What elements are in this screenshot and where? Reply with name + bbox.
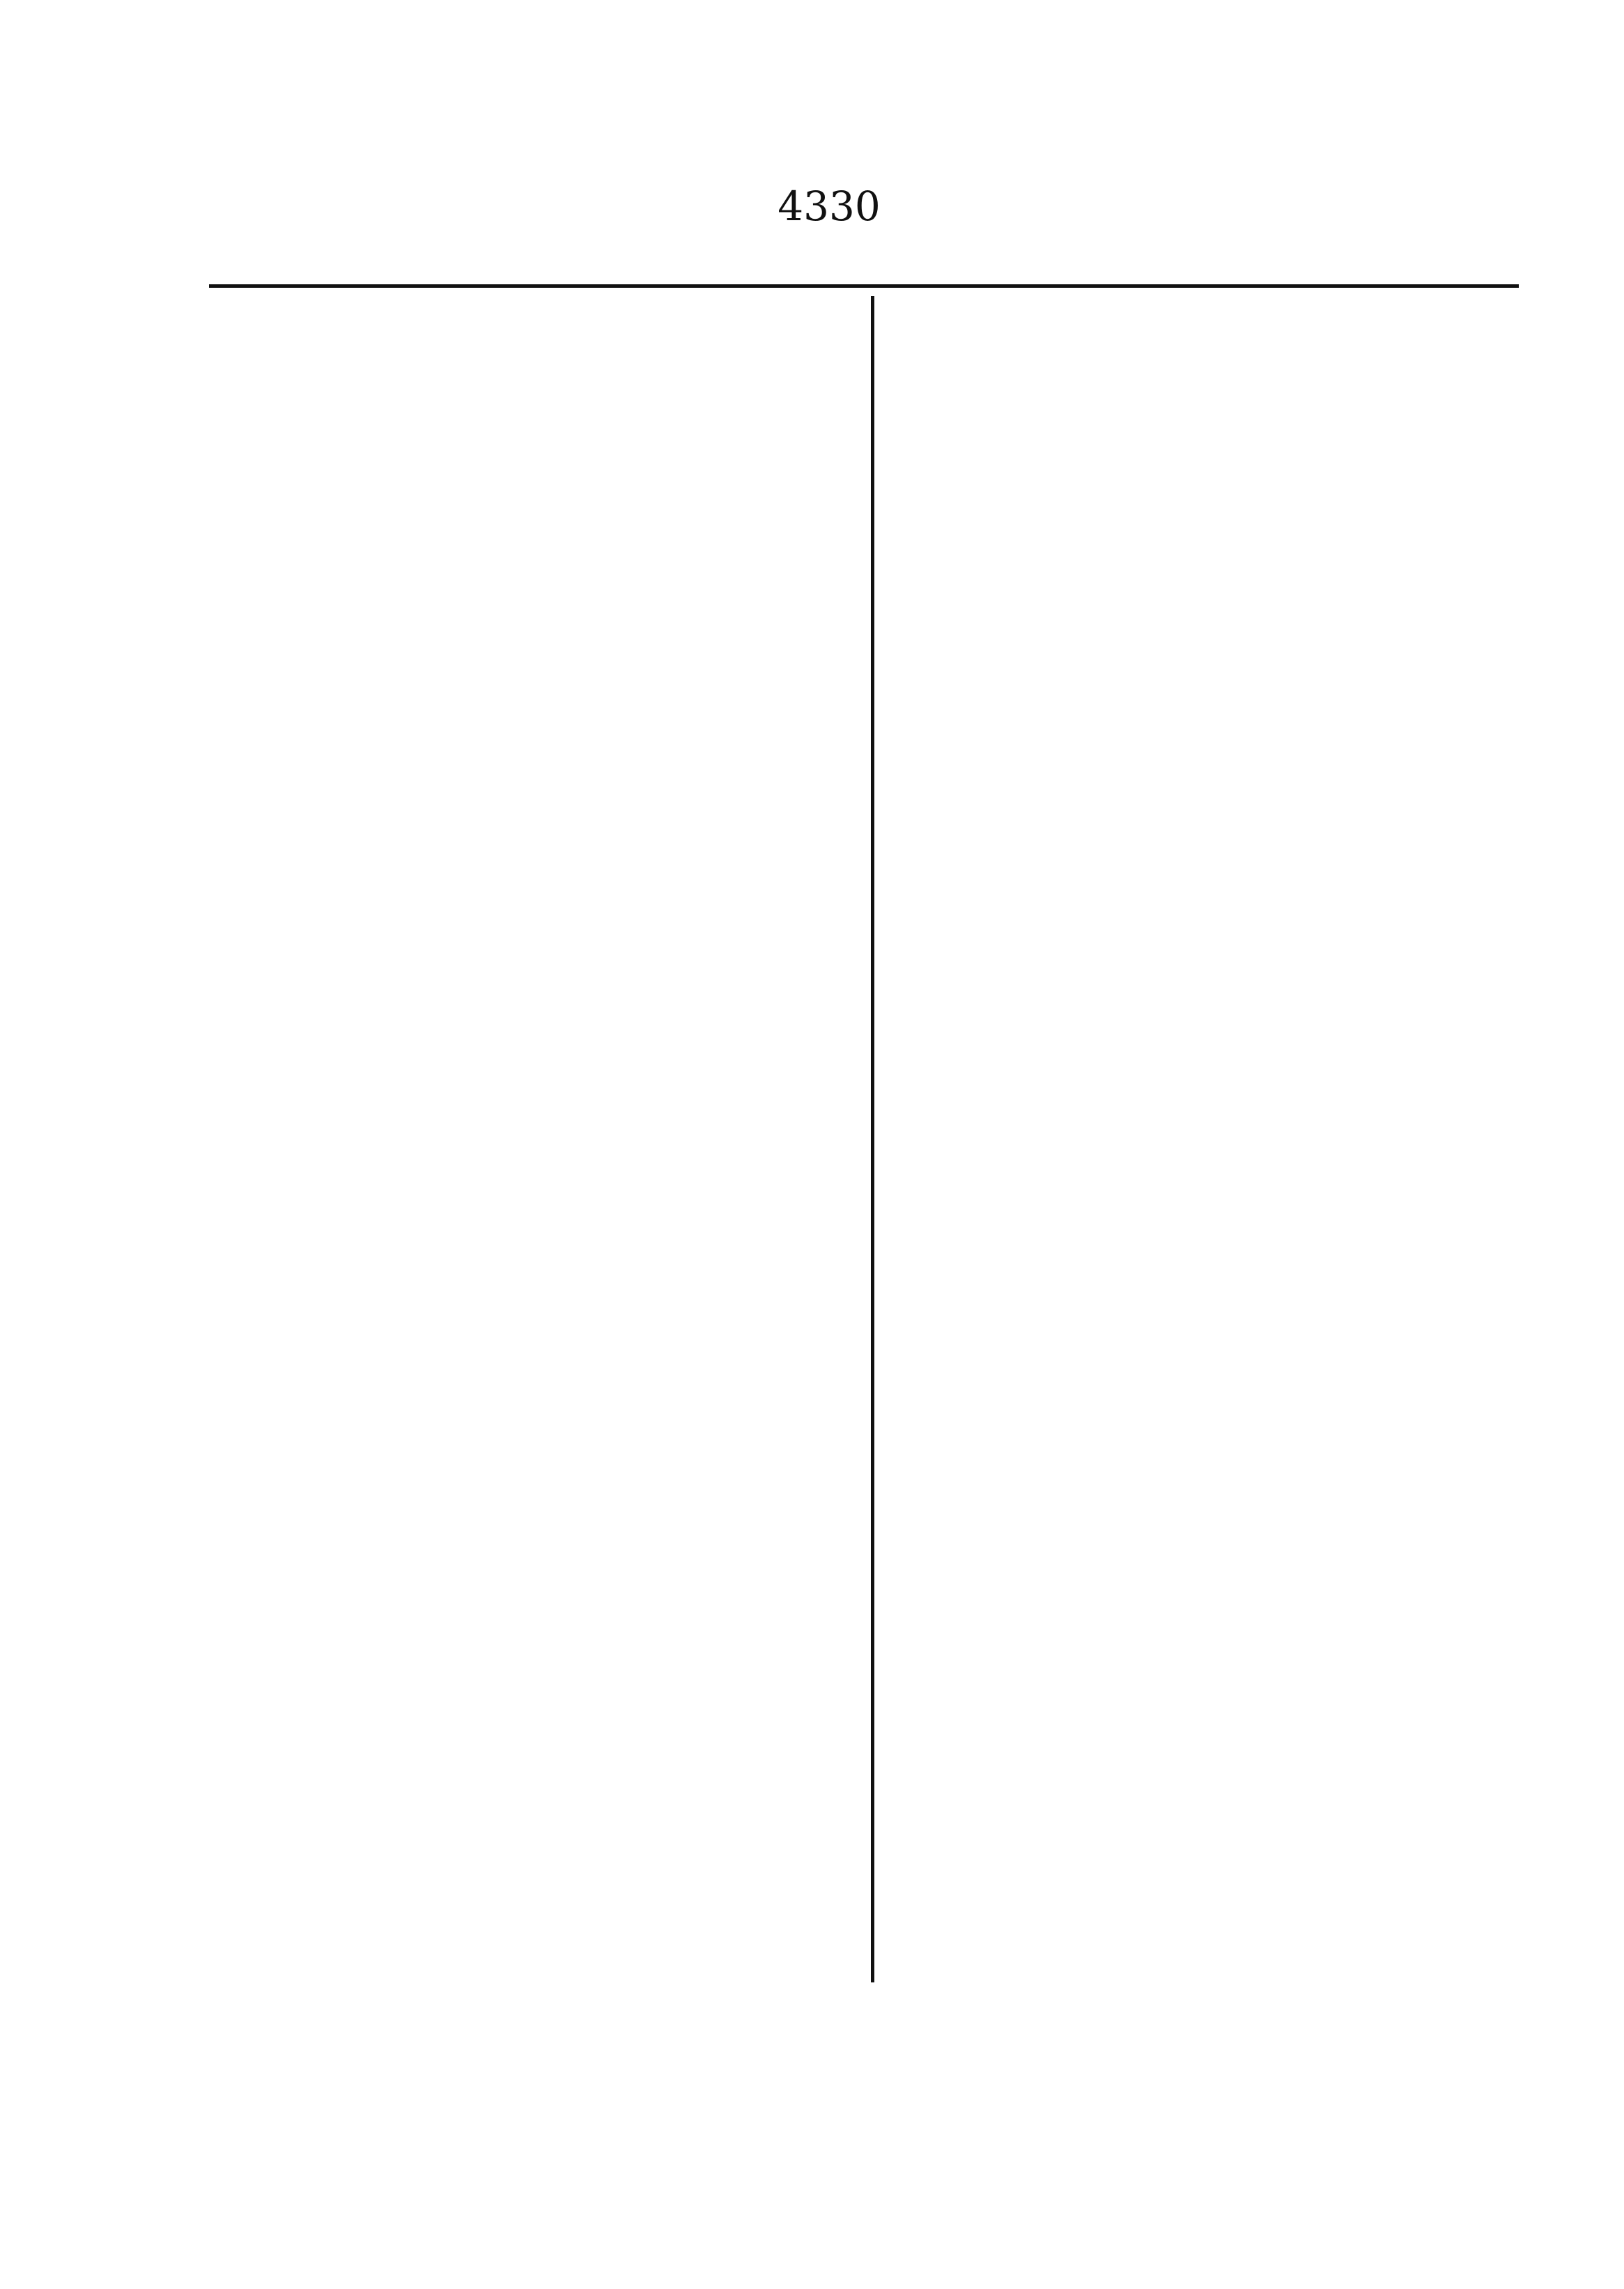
left-text-column	[216, 307, 829, 1979]
page-number: 4330	[778, 183, 881, 230]
right-text-column	[899, 307, 1512, 1979]
header-rule	[209, 284, 1519, 288]
column-divider	[871, 296, 874, 1982]
